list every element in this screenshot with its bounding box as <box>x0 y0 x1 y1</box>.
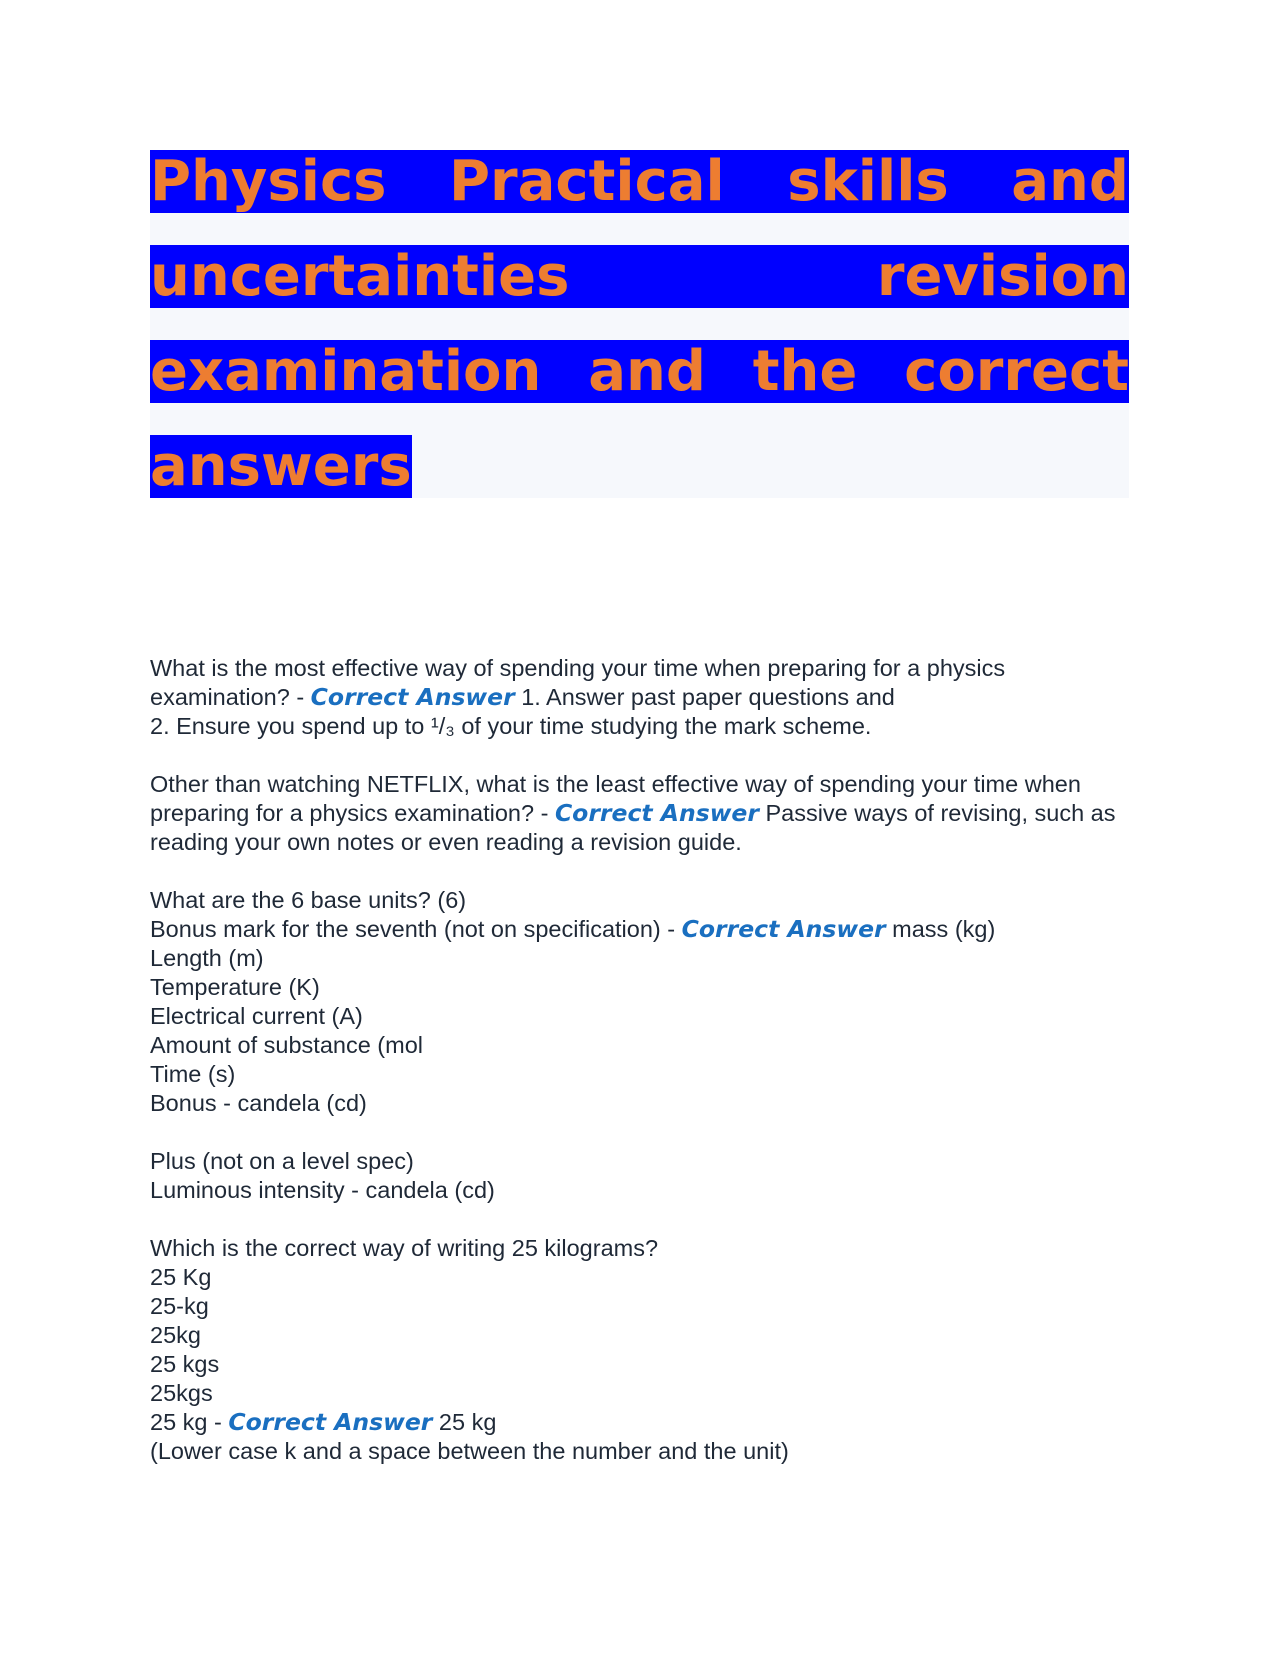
question-4: Which is the correct way of writing 25 kilograms? <box>150 1235 659 1261</box>
option-line: 25 kgs <box>150 1351 220 1377</box>
title-word: and <box>1011 149 1129 214</box>
page <box>150 150 1129 498</box>
answer-line: Electrical current (A) <box>150 1003 363 1029</box>
correct-answer-label: Correct Answer <box>554 799 759 827</box>
title-word: Practical <box>448 149 725 214</box>
correct-answer-label: Correct Answer <box>228 1408 433 1436</box>
answer-line: Luminous intensity - candela (cd) <box>150 1177 495 1203</box>
option-line: 25kgs <box>150 1380 213 1406</box>
answer-text: Passive ways of revising, such as reading your own notes or even reading a revision guide. <box>150 800 1116 855</box>
question-2 <box>150 770 1129 857</box>
option-line-answer <box>150 1408 1129 1437</box>
title-word: the <box>752 339 858 404</box>
spacer <box>150 1118 1129 1147</box>
title-line-4 <box>150 435 412 498</box>
answer-text: 25 kg <box>432 1409 497 1435</box>
question-1 <box>150 654 1129 712</box>
question-text: Bonus mark for the seventh (not on specification) - <box>150 916 682 942</box>
title-word: and <box>588 339 706 404</box>
answer-line: Temperature (K) <box>150 974 320 1000</box>
answer-line: Plus (not on a level spec) <box>150 1148 414 1174</box>
answer-text: mass (kg) <box>885 916 996 942</box>
correct-answer-label: Correct Answer <box>681 915 886 943</box>
question-text: Other than watching NETFLIX, what is the least effective way of spending your time when preparing for a physics examination? - <box>150 771 1081 826</box>
title-word: examination <box>150 339 542 404</box>
spacer <box>150 741 1129 770</box>
title-line-2 <box>150 245 1129 308</box>
question-3: What are the 6 base units? (6) <box>150 887 467 913</box>
qa-body <box>150 654 1129 1466</box>
spacer <box>150 857 1129 886</box>
option-line: 25 Kg <box>150 1264 212 1290</box>
question-text: What is the most effective way of spending your time when preparing for a physics examination? - <box>150 655 1006 710</box>
correct-answer-label: Correct Answer <box>310 683 515 711</box>
title-word: answers <box>150 434 412 499</box>
option-line: 25kg <box>150 1322 201 1348</box>
option-text: 25 kg - <box>150 1409 229 1435</box>
title-word: correct <box>904 339 1129 404</box>
answer-text: 1. Answer past paper questions and <box>514 684 895 710</box>
title-word: uncertainties <box>150 244 570 309</box>
spacer <box>150 1205 1129 1234</box>
answer-line: Amount of substance (mol <box>150 1032 423 1058</box>
answer-note: (Lower case k and a space between the number and the unit) <box>150 1438 789 1464</box>
answer-line: Bonus - candela (cd) <box>150 1090 367 1116</box>
title-word: Physics <box>150 149 387 214</box>
answer-line: Time (s) <box>150 1061 236 1087</box>
title-word: skills <box>787 149 949 214</box>
title-line-1 <box>150 150 1129 213</box>
answer-line: 2. Ensure you spend up to ¹/₃ of your time studying the mark scheme. <box>150 713 872 739</box>
document-title <box>150 150 1129 498</box>
option-line: 25-kg <box>150 1293 209 1319</box>
title-word: revision <box>876 244 1129 309</box>
title-line-3 <box>150 340 1129 403</box>
question-3-bonus <box>150 915 1129 944</box>
answer-line: Length (m) <box>150 945 264 971</box>
